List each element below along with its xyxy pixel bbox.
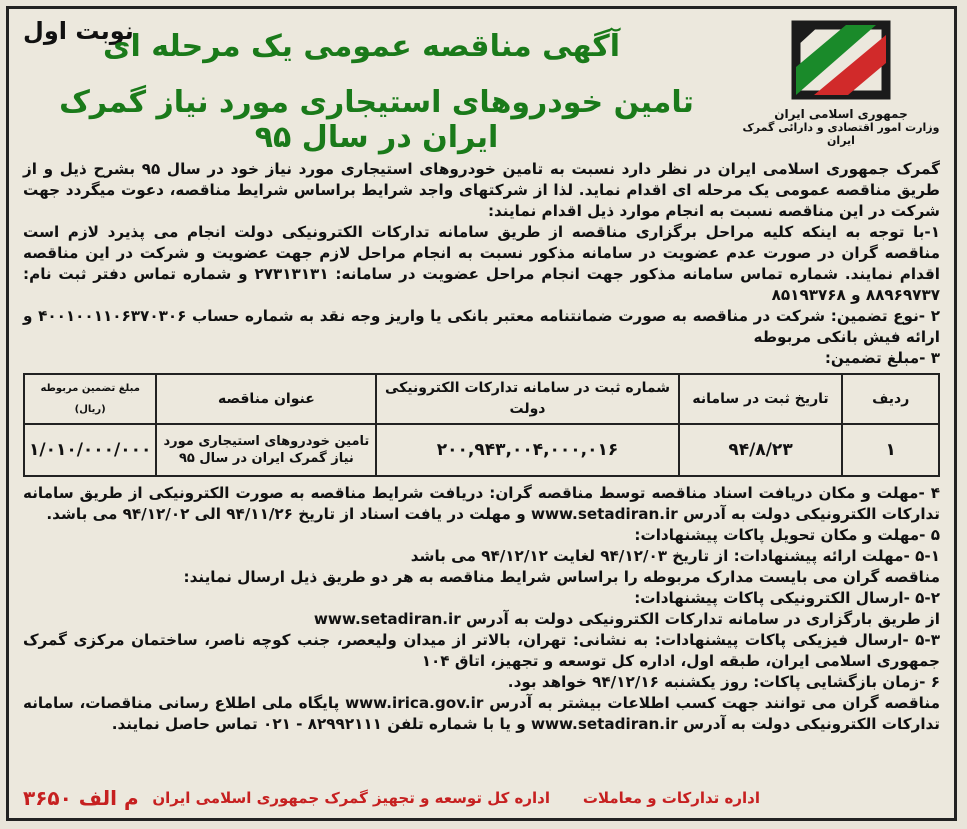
item-5-2-text: از طریق بارگزاری در سامانه تدارکات الکترونیکی دولت به آدرس www.setadiran.ir [313, 610, 940, 628]
item-5-delivery: ۵ -مهلت و مکان تحویل پاکات پیشنهادات: [634, 526, 940, 544]
footer-ad-code: م الف ۳۶۵۰ [23, 786, 139, 810]
edition-label: نوبت اول [23, 17, 134, 45]
notice-subtitle: تامین خودروهای استیجاری مورد نیاز گمرک ایران در سال ۹۵ [59, 85, 694, 155]
item-2-guarantee-type: ۲ -نوع تضمین: شرکت در مناقصه به صورت ضمانتنامه معتبر بانکی یا واریز وجه نقد به شماره حساب ۴۰۰۱۰۰۱۱۰۶۳۷۰۳۰۶ و ارائه فیش بانکی مربوطه [23, 307, 940, 346]
intro-paragraph: گمرک جمهوری اسلامی ایران در نظر دارد نسبت به تامین خودروهای استیجاری مورد نیاز خود در سال ۹۵ بشرح ذیل و از طریق مناقصه عمومی یک مرحله ای اقدام نماید. لذا از شرکتهای واجد شرایط براساس شرایط مناقصه، دعوت میگردد جهت شرکت در این مناقصه نسبت به انجام موارد ذیل اقدام نمایند: [23, 160, 940, 220]
tender-notice [6, 6, 957, 821]
item-5-2-electronic: ۵-۲ -ارسال الکترونیکی پاکات پیشنهادات: [634, 589, 940, 607]
cell-title: تامین خودروهای استیجاری مورد نیاز گمرک ایران در سال ۹۵ [156, 424, 376, 476]
notice-footer [23, 786, 940, 812]
item-6-opening: ۶ -زمان بازگشایی پاکات: روز یکشنبه ۹۴/۱۲/۱۶ خواهد بود. [507, 673, 940, 691]
footer-department: اداره کل توسعه و تجهیز گمرک جمهوری اسلامی ایران [152, 789, 550, 807]
tender-table [23, 373, 940, 477]
item-3-guarantee-amount: ۳ -مبلغ تضمین: [824, 349, 940, 367]
logo-caption-ministry: وزارت امور اقتصادی و دارائی گمرک ایران [742, 121, 940, 147]
col-header-number: شماره ثبت در سامانه تدارکات الکترونیکی دولت [376, 374, 678, 424]
footer-office: اداره تدارکات و معاملات [582, 789, 760, 807]
col-header-title: عنوان مناقصه [156, 374, 376, 424]
closing-paragraph: مناقصه گران می توانند جهت کسب اطلاعات بیشتر به آدرس www.irica.gov.ir پایگاه ملی اطلاع رسانی مناقصات، سامانه تدارکات الکترونیکی دولت به آدرس www.setadiran.ir و یا با شماره تلفن ۸۲۹۹۲۱۱۱ - ۰۲۱ تماس حاصل نمایند. [23, 694, 940, 733]
cell-date: ۹۴/۸/۲۳ [679, 424, 843, 476]
item-5-note: مناقصه گران می بایست مدارک مربوطه را براساس شرایط مناقصه به هر دو طریق ذیل ارسال نمایند: [183, 568, 940, 586]
notice-header [9, 9, 954, 159]
item-5-1-deadline: ۵-۱ -مهلت ارائه پیشنهادات: از تاریخ ۹۴/۱۲/۰۳ لغایت ۹۴/۱۲/۱۲ می باشد [410, 547, 940, 565]
item-4-documents: ۴ -مهلت و مکان دریافت اسناد مناقصه توسط مناقصه گران: دریافت شرایط مناقصه به صورت الکترونیکی از طریق سامانه تدارکات الکترونیکی دولت به آدرس www.setadiran.ir و مهلت در یافت اسناد از تاریخ ۹۴/۱۱/۲۶ الی ۹۴/۱۲/۰۲ می باشد. [23, 484, 940, 523]
col-header-amount: مبلغ تضمین مربوطه (ریال) [24, 374, 156, 424]
item-5-3-physical: ۵-۳ -ارسال فیزیکی پاکات پیشنهادات: به نشانی: تهران، بالاتر از میدان ولیعصر، جنب کوچه ناصر، ساختمان مرکزی گمرک جمهوری اسلامی ایران، طبقه اول، اداره کل توسعه و تجهیز، اتاق ۱۰۴ [23, 631, 940, 670]
table-row [24, 424, 939, 476]
logo-caption-country: جمهوری اسلامی ایران [774, 107, 908, 121]
cell-number: ۲۰۰,۹۴۳,۰۰۴,۰۰۰,۰۱۶ [376, 424, 678, 476]
notice-title: آگهی مناقصه عمومی یک مرحله ای [103, 29, 620, 64]
cell-row: ۱ [842, 424, 939, 476]
col-header-date: تاریخ ثبت در سامانه [679, 374, 843, 424]
table-header-row [24, 374, 939, 424]
customs-emblem-icon [786, 15, 896, 105]
cell-amount: ۱/۰۱۰/۰۰۰/۰۰۰ [24, 424, 156, 476]
col-header-row: ردیف [842, 374, 939, 424]
item-1-membership: ۱-با توجه به اینکه کلیه مراحل برگزاری مناقصه از طریق سامانه تدارکات الکترونیکی دولت انجام می پذیرد لازم است مناقصه گران در صورت عدم عضویت در سامانه مذکور نسبت به انجام مراحل لازم جهت عضویت و شرکت در این مناقصه اقدام نمایند. شماره تماس سامانه مذکور جهت انجام مراحل عضویت در سامانه: ۲۷۳۱۳۱۳۱ و شماره تماس دفتر ثبت نام: ۸۸۹۶۹۷۳۷ و ۸۵۱۹۳۷۶۸ [23, 223, 940, 304]
customs-logo [736, 15, 946, 155]
notice-body [23, 159, 940, 735]
